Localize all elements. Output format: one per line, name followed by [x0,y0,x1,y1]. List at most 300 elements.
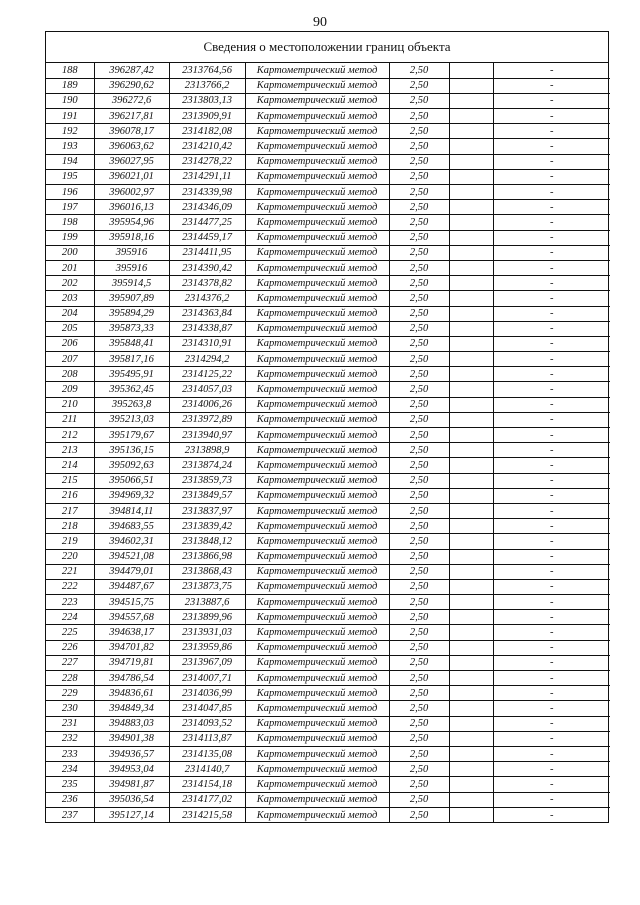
coordinates-table [46,63,610,822]
note-cell: - [493,640,610,655]
note-cell: - [493,352,610,367]
accuracy-cell: 2,50 [389,792,449,807]
table-row [46,640,610,655]
accuracy-cell: 2,50 [389,503,449,518]
note-cell: - [493,321,610,336]
table-row [46,276,610,291]
empty-cell [449,215,493,230]
method-cell: Картометрический метод [245,428,389,443]
method-cell: Картометрический метод [245,792,389,807]
method-cell: Картометрический метод [245,777,389,792]
coordinate-y-cell: 2313972,89 [169,412,245,427]
coordinate-y-cell: 2313887,6 [169,595,245,610]
note-cell: - [493,655,610,670]
empty-cell [449,731,493,746]
empty-cell [449,549,493,564]
table-row [46,352,610,367]
accuracy-cell: 2,50 [389,488,449,503]
table-row [46,686,610,701]
table-row [46,731,610,746]
table-row [46,154,610,169]
coordinate-y-cell: 2314140,7 [169,762,245,777]
empty-cell [449,306,493,321]
empty-cell [449,473,493,488]
accuracy-cell: 2,50 [389,124,449,139]
note-cell: - [493,564,610,579]
point-number-cell: 198 [46,215,94,230]
method-cell: Картометрический метод [245,78,389,93]
note-cell: - [493,200,610,215]
accuracy-cell: 2,50 [389,397,449,412]
note-cell: - [493,792,610,807]
coordinate-x-cell: 394487,67 [94,579,169,594]
coordinate-y-cell: 2314135,08 [169,746,245,761]
coordinate-x-cell: 395954,96 [94,215,169,230]
point-number-cell: 196 [46,185,94,200]
table-row [46,746,610,761]
coordinate-x-cell: 395918,16 [94,230,169,245]
note-cell: - [493,746,610,761]
empty-cell [449,412,493,427]
point-number-cell: 189 [46,78,94,93]
empty-cell [449,185,493,200]
coordinate-x-cell: 396016,13 [94,200,169,215]
accuracy-cell: 2,50 [389,595,449,610]
accuracy-cell: 2,50 [389,336,449,351]
empty-cell [449,777,493,792]
point-number-cell: 219 [46,534,94,549]
empty-cell [449,640,493,655]
table-row [46,321,610,336]
point-number-cell: 213 [46,443,94,458]
method-cell: Картометрический метод [245,352,389,367]
coordinate-x-cell: 395092,63 [94,458,169,473]
accuracy-cell: 2,50 [389,200,449,215]
point-number-cell: 209 [46,382,94,397]
table-row [46,519,610,534]
accuracy-cell: 2,50 [389,579,449,594]
note-cell: - [493,367,610,382]
coordinate-x-cell: 394814,11 [94,503,169,518]
accuracy-cell: 2,50 [389,63,449,78]
table-row [46,473,610,488]
method-cell: Картометрический метод [245,671,389,686]
method-cell: Картометрический метод [245,367,389,382]
method-cell: Картометрический метод [245,397,389,412]
coordinate-y-cell: 2314294,2 [169,352,245,367]
method-cell: Картометрический метод [245,63,389,78]
accuracy-cell: 2,50 [389,443,449,458]
empty-cell [449,124,493,139]
point-number-cell: 205 [46,321,94,336]
coordinate-y-cell: 2314378,82 [169,276,245,291]
coordinate-y-cell: 2314390,42 [169,260,245,275]
note-cell: - [493,428,610,443]
empty-cell [449,519,493,534]
point-number-cell: 199 [46,230,94,245]
coordinate-y-cell: 2314278,22 [169,154,245,169]
coordinate-y-cell: 2313859,73 [169,473,245,488]
note-cell: - [493,534,610,549]
coordinate-y-cell: 2313931,03 [169,625,245,640]
empty-cell [449,139,493,154]
empty-cell [449,397,493,412]
table-row [46,291,610,306]
empty-cell [449,428,493,443]
method-cell: Картометрический метод [245,579,389,594]
point-number-cell: 194 [46,154,94,169]
coordinate-y-cell: 2314210,42 [169,139,245,154]
coordinate-y-cell: 2314346,09 [169,200,245,215]
empty-cell [449,792,493,807]
note-cell: - [493,488,610,503]
point-number-cell: 237 [46,807,94,822]
table-row [46,716,610,731]
note-cell: - [493,443,610,458]
note-cell: - [493,716,610,731]
point-number-cell: 203 [46,291,94,306]
empty-cell [449,686,493,701]
empty-cell [449,93,493,108]
coordinate-y-cell: 2314215,58 [169,807,245,822]
coordinate-x-cell: 395127,14 [94,807,169,822]
empty-cell [449,230,493,245]
method-cell: Картометрический метод [245,564,389,579]
accuracy-cell: 2,50 [389,519,449,534]
coordinate-x-cell: 395894,29 [94,306,169,321]
method-cell: Картометрический метод [245,260,389,275]
note-cell: - [493,610,610,625]
empty-cell [449,746,493,761]
coordinate-x-cell: 396063,62 [94,139,169,154]
coordinate-x-cell: 394981,87 [94,777,169,792]
empty-cell [449,534,493,549]
method-cell: Картометрический метод [245,215,389,230]
coordinate-x-cell: 395914,5 [94,276,169,291]
table-row [46,610,610,625]
coordinate-y-cell: 2314459,17 [169,230,245,245]
table-row [46,382,610,397]
note-cell: - [493,63,610,78]
point-number-cell: 221 [46,564,94,579]
empty-cell [449,807,493,822]
point-number-cell: 201 [46,260,94,275]
table-row [46,169,610,184]
empty-cell [449,443,493,458]
point-number-cell: 235 [46,777,94,792]
coordinate-x-cell: 395873,33 [94,321,169,336]
coordinate-x-cell: 394953,04 [94,762,169,777]
page-number: 90 [313,15,327,30]
note-cell: - [493,169,610,184]
method-cell: Картометрический метод [245,731,389,746]
table-row [46,595,610,610]
method-cell: Картометрический метод [245,549,389,564]
note-cell: - [493,731,610,746]
coordinate-x-cell: 394936,57 [94,746,169,761]
note-cell: - [493,276,610,291]
point-number-cell: 220 [46,549,94,564]
empty-cell [449,276,493,291]
note-cell: - [493,245,610,260]
empty-cell [449,579,493,594]
table-row [46,777,610,792]
table-row [46,488,610,503]
note-cell: - [493,93,610,108]
method-cell: Картометрический метод [245,139,389,154]
note-cell: - [493,139,610,154]
table-row [46,443,610,458]
point-number-cell: 216 [46,488,94,503]
accuracy-cell: 2,50 [389,610,449,625]
coordinate-y-cell: 2313803,13 [169,93,245,108]
note-cell: - [493,458,610,473]
empty-cell [449,291,493,306]
accuracy-cell: 2,50 [389,549,449,564]
method-cell: Картометрический метод [245,412,389,427]
accuracy-cell: 2,50 [389,185,449,200]
accuracy-cell: 2,50 [389,230,449,245]
coordinate-x-cell: 395495,91 [94,367,169,382]
point-number-cell: 224 [46,610,94,625]
coordinate-y-cell: 2313839,42 [169,519,245,534]
accuracy-cell: 2,50 [389,412,449,427]
table-row [46,230,610,245]
note-cell: - [493,306,610,321]
coordinate-x-cell: 394521,08 [94,549,169,564]
empty-cell [449,109,493,124]
point-number-cell: 229 [46,686,94,701]
empty-cell [449,701,493,716]
coordinate-x-cell: 396272,6 [94,93,169,108]
method-cell: Картометрический метод [245,519,389,534]
table-row [46,124,610,139]
point-number-cell: 231 [46,716,94,731]
empty-cell [449,169,493,184]
accuracy-cell: 2,50 [389,306,449,321]
empty-cell [449,352,493,367]
empty-cell [449,245,493,260]
table-row [46,671,610,686]
point-number-cell: 197 [46,200,94,215]
point-number-cell: 188 [46,63,94,78]
method-cell: Картометрический метод [245,716,389,731]
method-cell: Картометрический метод [245,245,389,260]
coordinate-y-cell: 2313874,24 [169,458,245,473]
empty-cell [449,260,493,275]
table-row [46,807,610,822]
accuracy-cell: 2,50 [389,169,449,184]
accuracy-cell: 2,50 [389,109,449,124]
coordinate-x-cell: 395916 [94,260,169,275]
method-cell: Картометрический метод [245,154,389,169]
point-number-cell: 218 [46,519,94,534]
coordinate-y-cell: 2314047,85 [169,701,245,716]
empty-cell [449,336,493,351]
note-cell: - [493,260,610,275]
coordinate-y-cell: 2314376,2 [169,291,245,306]
note-cell: - [493,230,610,245]
accuracy-cell: 2,50 [389,367,449,382]
note-cell: - [493,503,610,518]
coordinate-y-cell: 2313837,97 [169,503,245,518]
coordinate-x-cell: 394515,75 [94,595,169,610]
note-cell: - [493,625,610,640]
point-number-cell: 214 [46,458,94,473]
note-cell: - [493,701,610,716]
method-cell: Картометрический метод [245,124,389,139]
note-cell: - [493,579,610,594]
method-cell: Картометрический метод [245,276,389,291]
note-cell: - [493,382,610,397]
coordinate-y-cell: 2313959,86 [169,640,245,655]
accuracy-cell: 2,50 [389,473,449,488]
coordinate-y-cell: 2313898,9 [169,443,245,458]
coordinate-y-cell: 2314363,84 [169,306,245,321]
point-number-cell: 223 [46,595,94,610]
coordinate-y-cell: 2314057,03 [169,382,245,397]
coordinate-x-cell: 394786,54 [94,671,169,686]
table-row [46,503,610,518]
note-cell: - [493,215,610,230]
method-cell: Картометрический метод [245,488,389,503]
method-cell: Картометрический метод [245,625,389,640]
point-number-cell: 236 [46,792,94,807]
note-cell: - [493,762,610,777]
table-row [46,336,610,351]
empty-cell [449,716,493,731]
empty-cell [449,78,493,93]
table-row [46,458,610,473]
coordinate-x-cell: 396027,95 [94,154,169,169]
accuracy-cell: 2,50 [389,564,449,579]
coordinate-x-cell: 395213,03 [94,412,169,427]
table-row [46,701,610,716]
coordinate-x-cell: 394719,81 [94,655,169,670]
coordinate-y-cell: 2314291,11 [169,169,245,184]
method-cell: Картометрический метод [245,443,389,458]
table-title: Сведения о местоположении границ объекта [46,32,608,63]
coordinate-x-cell: 395916 [94,245,169,260]
coordinate-y-cell: 2314113,87 [169,731,245,746]
accuracy-cell: 2,50 [389,321,449,336]
accuracy-cell: 2,50 [389,382,449,397]
note-cell: - [493,397,610,412]
accuracy-cell: 2,50 [389,746,449,761]
point-number-cell: 230 [46,701,94,716]
point-number-cell: 226 [46,640,94,655]
method-cell: Картометрический метод [245,185,389,200]
point-number-cell: 195 [46,169,94,184]
point-number-cell: 204 [46,306,94,321]
empty-cell [449,321,493,336]
method-cell: Картометрический метод [245,686,389,701]
coordinate-x-cell: 395136,15 [94,443,169,458]
empty-cell [449,63,493,78]
coordinate-x-cell: 394557,68 [94,610,169,625]
point-number-cell: 206 [46,336,94,351]
table-row [46,625,610,640]
accuracy-cell: 2,50 [389,625,449,640]
point-number-cell: 190 [46,93,94,108]
table-row [46,564,610,579]
point-number-cell: 207 [46,352,94,367]
coordinate-y-cell: 2314006,26 [169,397,245,412]
table-row [46,579,610,594]
table-row [46,109,610,124]
empty-cell [449,503,493,518]
accuracy-cell: 2,50 [389,245,449,260]
empty-cell [449,382,493,397]
accuracy-cell: 2,50 [389,154,449,169]
coordinate-y-cell: 2314339,98 [169,185,245,200]
method-cell: Картометрический метод [245,610,389,625]
coordinate-x-cell: 395362,45 [94,382,169,397]
coordinate-x-cell: 395907,89 [94,291,169,306]
coordinate-x-cell: 395036,54 [94,792,169,807]
coordinate-x-cell: 394638,17 [94,625,169,640]
coordinate-y-cell: 2313873,75 [169,579,245,594]
accuracy-cell: 2,50 [389,139,449,154]
note-cell: - [493,686,610,701]
method-cell: Картометрический метод [245,306,389,321]
point-number-cell: 202 [46,276,94,291]
point-number-cell: 228 [46,671,94,686]
table-row [46,655,610,670]
coordinate-x-cell: 394683,55 [94,519,169,534]
point-number-cell: 193 [46,139,94,154]
point-number-cell: 222 [46,579,94,594]
point-number-cell: 234 [46,762,94,777]
accuracy-cell: 2,50 [389,534,449,549]
note-cell: - [493,777,610,792]
coordinate-y-cell: 2313764,56 [169,63,245,78]
note-cell: - [493,671,610,686]
coordinate-y-cell: 2313848,12 [169,534,245,549]
coordinate-y-cell: 2314036,99 [169,686,245,701]
table-row [46,534,610,549]
point-number-cell: 211 [46,412,94,427]
note-cell: - [493,336,610,351]
point-number-cell: 215 [46,473,94,488]
coordinate-x-cell: 395263,8 [94,397,169,412]
accuracy-cell: 2,50 [389,777,449,792]
accuracy-cell: 2,50 [389,807,449,822]
method-cell: Картометрический метод [245,382,389,397]
point-number-cell: 210 [46,397,94,412]
coordinates-table-body [46,63,610,822]
note-cell: - [493,185,610,200]
boundary-table-sheet [45,31,609,823]
point-number-cell: 232 [46,731,94,746]
method-cell: Картометрический метод [245,807,389,822]
table-row [46,245,610,260]
accuracy-cell: 2,50 [389,428,449,443]
point-number-cell: 233 [46,746,94,761]
accuracy-cell: 2,50 [389,260,449,275]
coordinate-y-cell: 2313866,98 [169,549,245,564]
coordinate-y-cell: 2314007,71 [169,671,245,686]
empty-cell [449,200,493,215]
coordinate-x-cell: 395848,41 [94,336,169,351]
coordinate-x-cell: 394901,38 [94,731,169,746]
accuracy-cell: 2,50 [389,701,449,716]
method-cell: Картометрический метод [245,200,389,215]
method-cell: Картометрический метод [245,762,389,777]
method-cell: Картометрический метод [245,458,389,473]
table-row [46,93,610,108]
coordinate-y-cell: 2313940,97 [169,428,245,443]
